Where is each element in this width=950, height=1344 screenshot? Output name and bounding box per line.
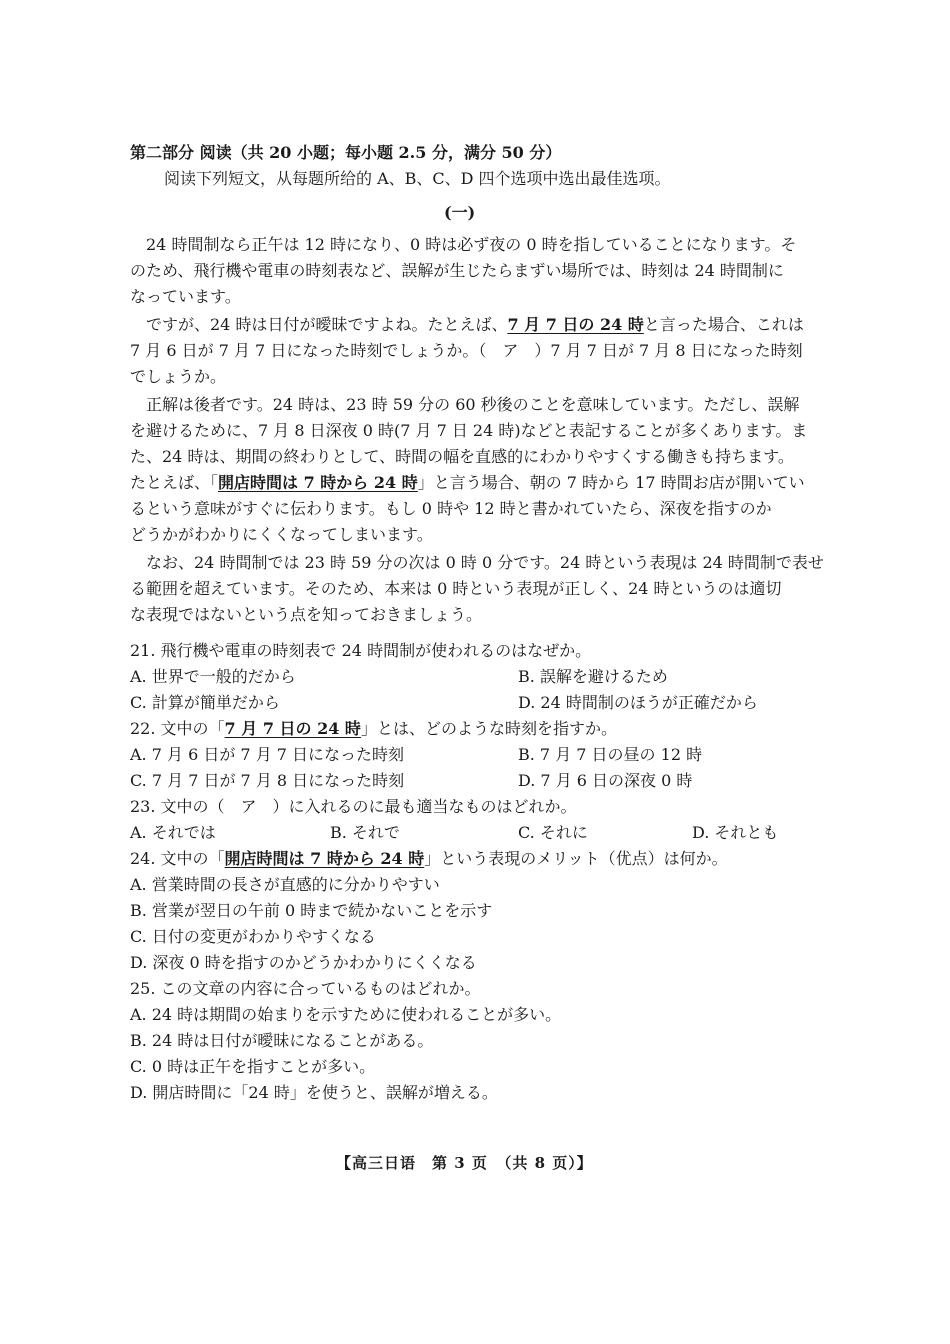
passage-line: なっています。 bbox=[130, 287, 241, 306]
instructions: 阅读下列短文，从每题所给的 A、B、C、D 四个选项中选出最佳选项。 bbox=[164, 169, 671, 188]
option-d: D. 24 時間制のほうが正確だから bbox=[518, 693, 758, 712]
option-b: B. 7 月 7 日の昼の 12 時 bbox=[518, 745, 703, 764]
question-stem: 21. 飛行機や電車の時刻表で 24 時間制が使われるのはなぜか。 bbox=[130, 641, 592, 660]
question-stem: 23. 文中の（ ア ）に入れるのに最も適当なものはどれか。 bbox=[130, 797, 577, 816]
question-text: 」という表現のメリット（优点）は何か。 bbox=[424, 849, 728, 868]
passage-line: た、24 時は、期間の終わりとして、時間の幅を直感的にわかりやすくする働きも持ちます。 bbox=[130, 447, 794, 466]
option-d: D. 7 月 6 日の深夜 0 時 bbox=[518, 771, 693, 790]
underlined-phrase-july7-24: 7 月 7 日の 24 時 bbox=[224, 719, 361, 738]
option-a: A. 世界で一般的だから bbox=[130, 667, 296, 686]
passage-line: 7 月 6 日が 7 月 7 日になった時刻でしょうか。（ ア ）7 月 7 日が 7 月 8 日になった時刻 bbox=[130, 341, 803, 360]
option-a: A. 24 時は期間の始まりを示すために使われることが多い。 bbox=[130, 1005, 562, 1024]
underlined-phrase-july7-24: 7 月 7 日の 24 時 bbox=[507, 315, 644, 334]
option-b: B. 24 時は日付が曖昧になることがある。 bbox=[130, 1031, 434, 1050]
option-c: C. 7 月 7 日が 7 月 8 日になった時刻 bbox=[130, 771, 405, 790]
question-text: 」とは、どのような時刻を指すか。 bbox=[360, 719, 617, 738]
page-footer: 【高三日语 第 3 页 （共 8 页）】 bbox=[336, 1154, 593, 1172]
option-d: D. それとも bbox=[692, 823, 779, 842]
passage-line: 正解は後者です。24 時は、23 時 59 分の 60 秒後のことを意味しています。ただし、誤解 bbox=[146, 395, 800, 414]
question-text: 22. 文中の「 bbox=[130, 719, 225, 738]
option-d: D. 開店時間に「24 時」を使うと、誤解が増える。 bbox=[130, 1083, 498, 1102]
option-d: D. 深夜 0 時を指すのかどうかわかりにくくなる bbox=[130, 953, 477, 972]
passage-text: と言った場合、これは bbox=[643, 315, 804, 334]
option-c: C. それに bbox=[518, 823, 588, 842]
passage-line: 24 時間制なら正午は 12 時になり、0 時は必ず夜の 0 時を指していることになります。そ bbox=[146, 235, 797, 254]
question-stem: 25. この文章の内容に合っているものはどれか。 bbox=[130, 979, 481, 998]
passage-line bbox=[130, 472, 805, 494]
question-stem bbox=[130, 848, 728, 870]
option-c: C. 0 時は正午を指すことが多い。 bbox=[130, 1057, 376, 1076]
passage-text: 」と言う場合、朝の 7 時から 17 時間お店が開いてい bbox=[417, 473, 805, 492]
passage-line: どうかがわかりにくくなってしまいます。 bbox=[130, 525, 433, 544]
option-b: B. それで bbox=[330, 823, 400, 842]
section-title: 第二部分 阅读（共 20 小题；每小题 2.5 分，满分 50 分） bbox=[130, 143, 562, 162]
option-c: C. 日付の変更がわかりやすくなる bbox=[130, 927, 376, 946]
option-a: A. それでは bbox=[130, 823, 216, 842]
option-a: A. 営業時間の長さが直感的に分かりやすい bbox=[130, 875, 440, 894]
passage-line: でしょうか。 bbox=[130, 367, 227, 386]
passage-text: ですが、24 時は日付が曖昧ですよね。たとえば、 bbox=[146, 315, 508, 334]
passage-line: る範囲を超えています。そのため、本来は 0 時という表現が正しく、24 時というのは適切 bbox=[130, 579, 782, 598]
passage-line: るという意味がすぐに伝わります。もし 0 時や 12 時と書かれていたら、深夜を指すのか bbox=[130, 499, 772, 518]
option-b: B. 誤解を避けるため bbox=[518, 667, 668, 686]
question-stem bbox=[130, 718, 617, 740]
passage-line: なお、24 時間制では 23 時 59 分の次は 0 時 0 分です。24 時という表現は 24 時間制で表せ bbox=[146, 553, 824, 572]
passage-line: のため、飛行機や電車の時刻表など、誤解が生じたらまずい場所では、時刻は 24 時間制に bbox=[130, 261, 784, 280]
question-text: 24. 文中の「 bbox=[130, 849, 225, 868]
option-c: C. 計算が簡単だから bbox=[130, 693, 280, 712]
passage-text: たとえば、「 bbox=[130, 473, 219, 492]
passage-line bbox=[146, 314, 804, 336]
passage-line: な表現ではないという点を知っておきましょう。 bbox=[130, 605, 483, 624]
underlined-phrase-opening-hours: 開店時間は 7 時から 24 時 bbox=[218, 473, 418, 492]
passage-number: (一) bbox=[444, 203, 476, 222]
option-b: B. 営業が翌日の午前 0 時まで続かないことを示す bbox=[130, 901, 493, 920]
option-a: A. 7 月 6 日が 7 月 7 日になった時刻 bbox=[130, 745, 405, 764]
passage-line: を避けるために、7 月 8 日深夜 0 時(7 月 7 日 24 時)などと表記することが多くあります。ま bbox=[130, 421, 808, 440]
underlined-phrase-opening-hours: 開店時間は 7 時から 24 時 bbox=[224, 849, 425, 868]
